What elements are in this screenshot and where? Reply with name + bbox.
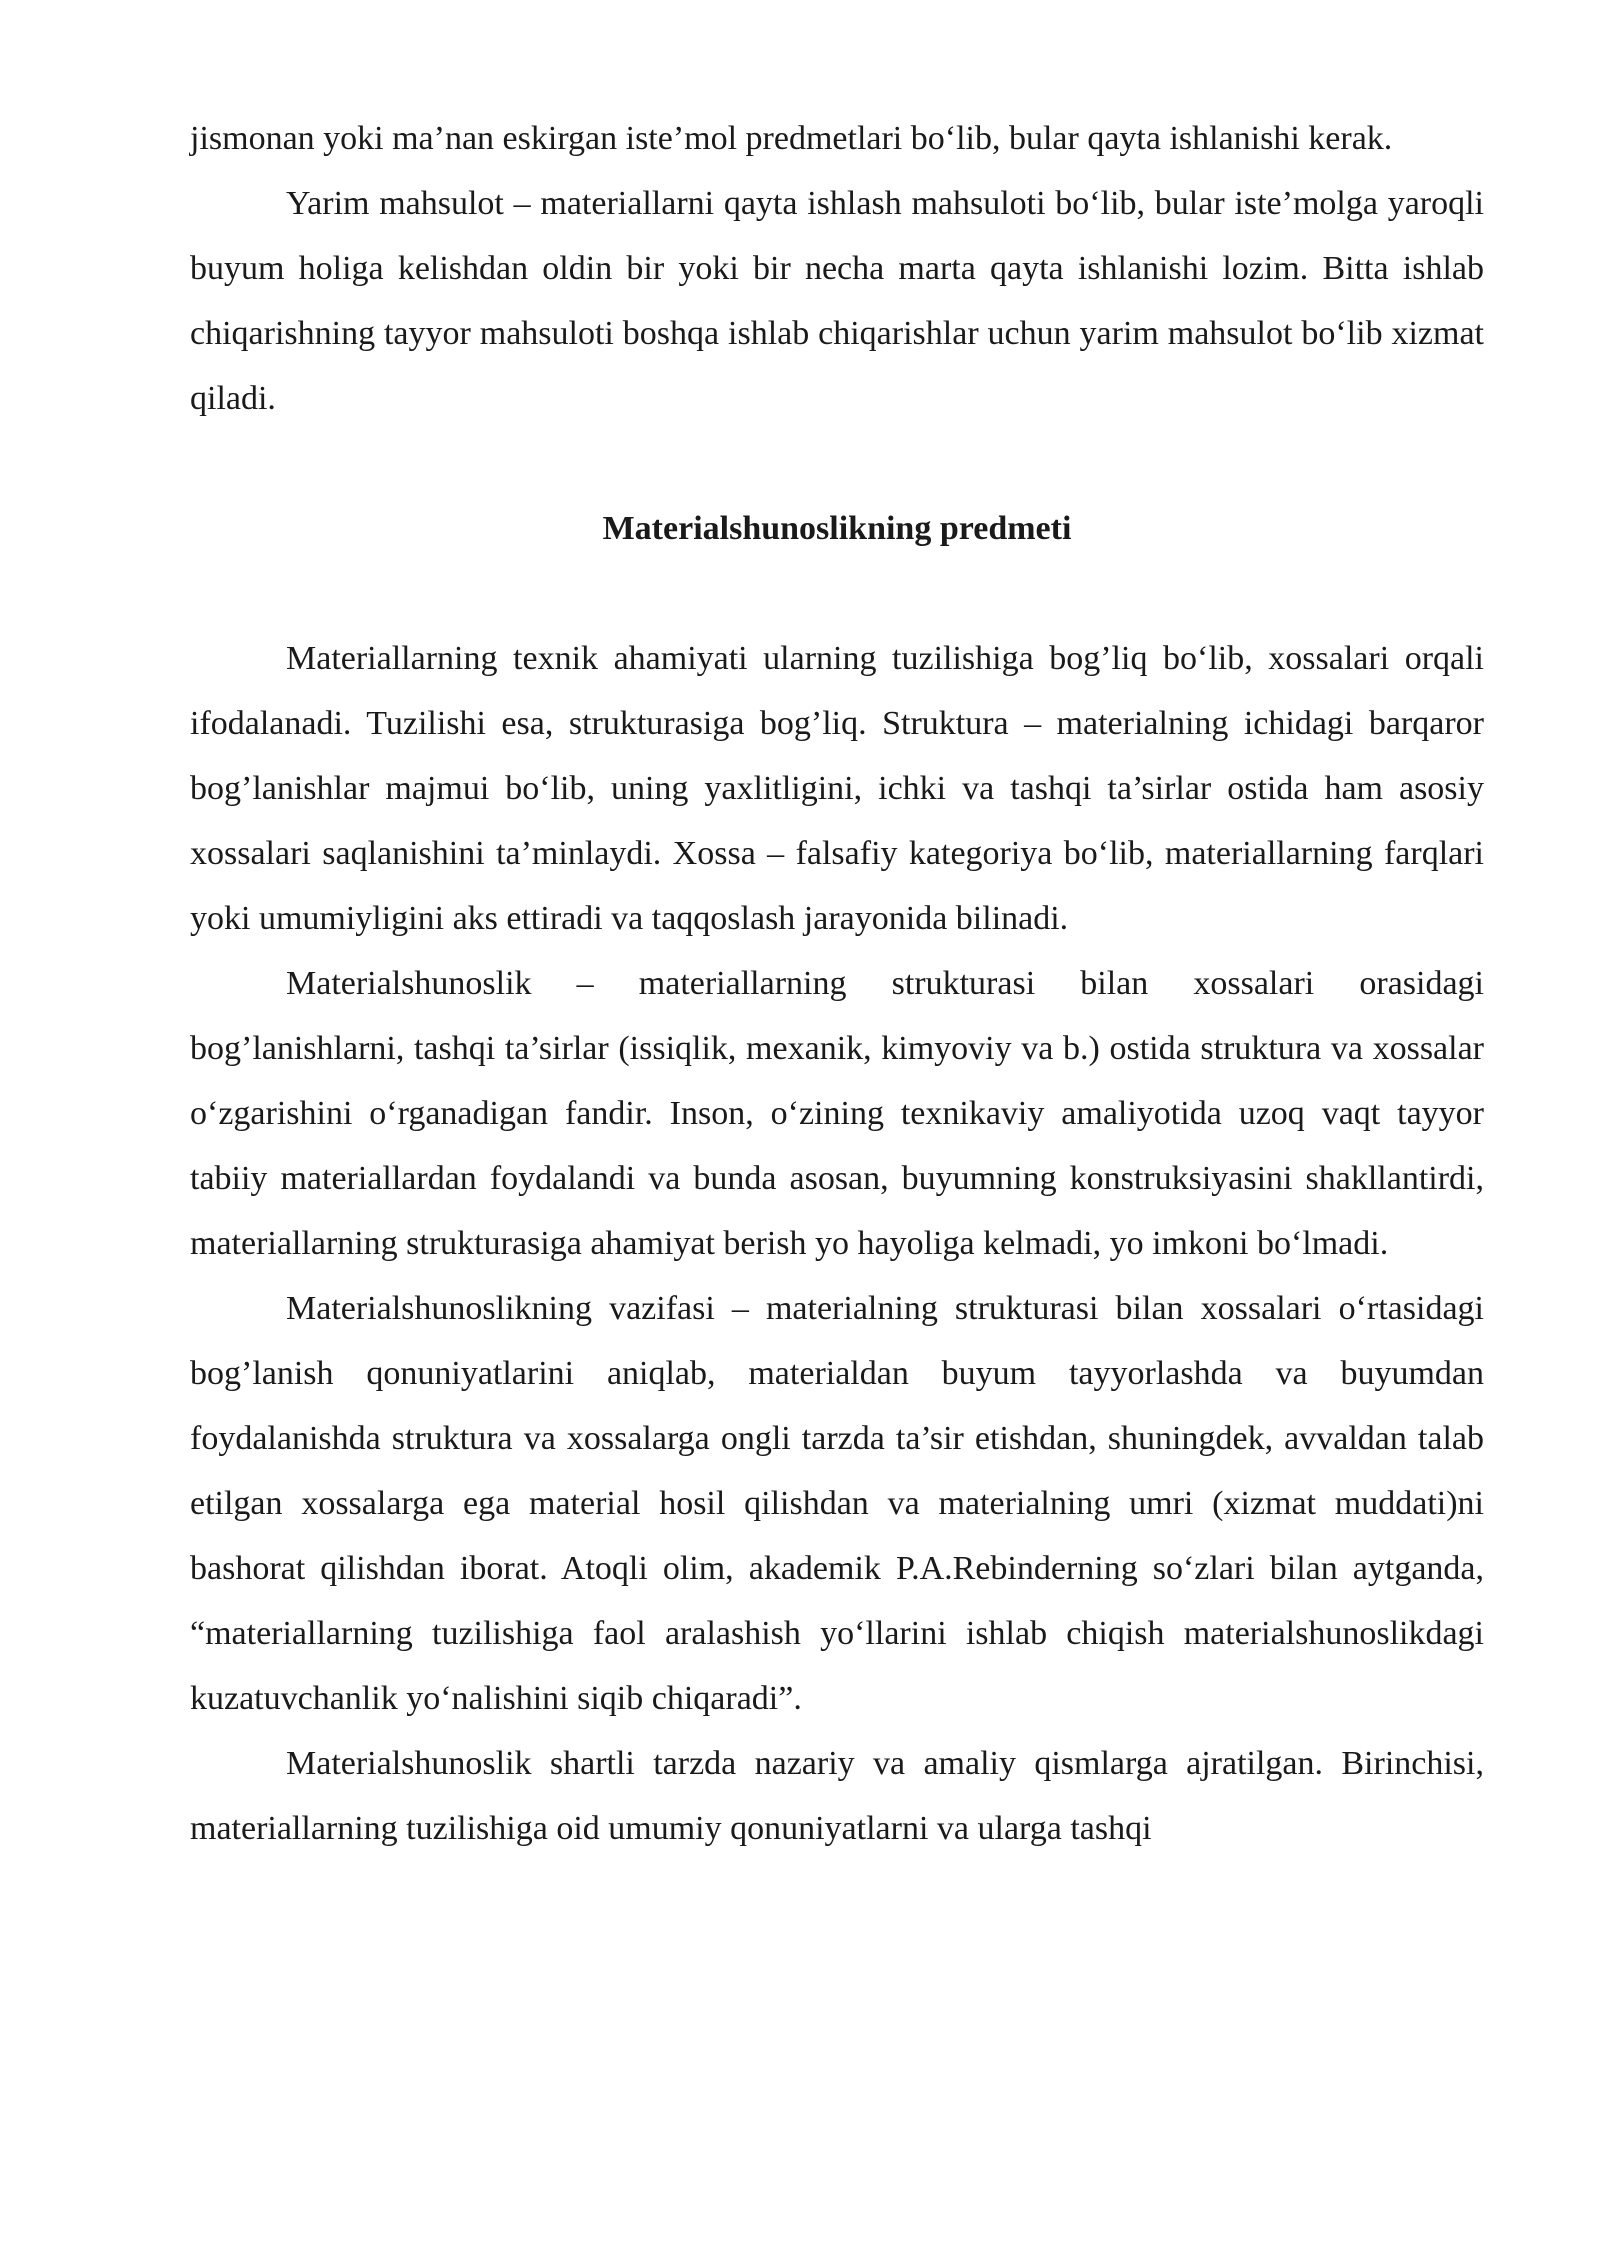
paragraph-materialshunoslik-definition: Materialshunoslik – materiallarning strukturasi bilan xossalari orasidagi bog’lanishlarni, tashqi ta’sirlar (issiqlik, mexanik, kimyoviy va b.) ostida struktura va xossalar o‘zgarishini o‘rganadigan fandir. Inson, o‘zining texnikaviy amaliyotida uzoq vaqt tayyor tabiiy materiallardan foydalandi va bunda asosan, buyumning konstruksiyasini shakllantirdi, materiallarning strukturasiga ahamiyat berish yo hayoliga kelmadi, yo imkoni bo‘lmadi.	[190, 965, 1484, 1262]
paragraph-texnik-ahamiyati: Materiallarning texnik ahamiyati ularning tuzilishiga bog’liq bo‘lib, xossalari orqali ifodalanadi. Tuzilishi esa, strukturasiga bog’liq. Struktura – materialning ichidagi barqaror bog’lanishlar majmui bo‘lib, uning yaxlitligini, ichki va tashqi ta’sirlar ostida ham asosiy xossalari saqlanishini ta’minlaydi. Xossa – falsafiy kategoriya bo‘lib, materiallarning farqlari yoki umumiyligini aks ettiradi va taqqoslash jarayonida bilinadi.	[190, 640, 1484, 937]
paragraph-yarim-mahsulot: Yarim mahsulot – materiallarni qayta ishlash mahsuloti bo‘lib, bular iste’molga yaroqli buyum holiga kelishdan oldin bir yoki bir necha marta qayta ishlanishi lozim. Bitta ishlab chiqarishning tayyor mahsuloti boshqa ishlab chiqarishlar uchun yarim mahsulot bo‘lib xizmat qiladi.	[190, 185, 1484, 417]
paragraph-nazariy-amaliy: Materialshunoslik shartli tarzda nazariy va amaliy qismlarga ajratilgan. Birinchisi, materiallarning tuzilishiga oid umumiy qonuniyatlarni va ularga tashqi	[190, 1745, 1484, 1847]
page-body	[190, 106, 1484, 1861]
section-heading: Materialshunoslikning predmeti	[602, 510, 1072, 547]
paragraph-vazifasi: Materialshunoslikning vazifasi – materialning strukturasi bilan xossalari o‘rtasidagi bog’lanish qonuniyatlarini aniqlab, materialdan buyum tayyorlashda va buyumdan foydalanishda struktura va xossalarga ongli tarzda ta’sir etishdan, shuningdek, avvaldan talab etilgan xossalarga ega material hosil qilishdan va materialning umri (xizmat muddati)ni bashorat qilishdan iborat. Atoqli olim, akademik P.A.Rebinderning so‘zlari bilan aytganda, “materiallarning tuzilishiga faol aralashish yo‘llarini ishlab chiqish materialshunoslikdagi kuzatuvchanlik yo‘nalishini siqib chiqaradi”.	[190, 1290, 1484, 1717]
paragraph-continuation: jismonan yoki ma’nan eskirgan iste’mol predmetlari bo‘lib, bular qayta ishlanishi kerak.	[190, 120, 1393, 157]
